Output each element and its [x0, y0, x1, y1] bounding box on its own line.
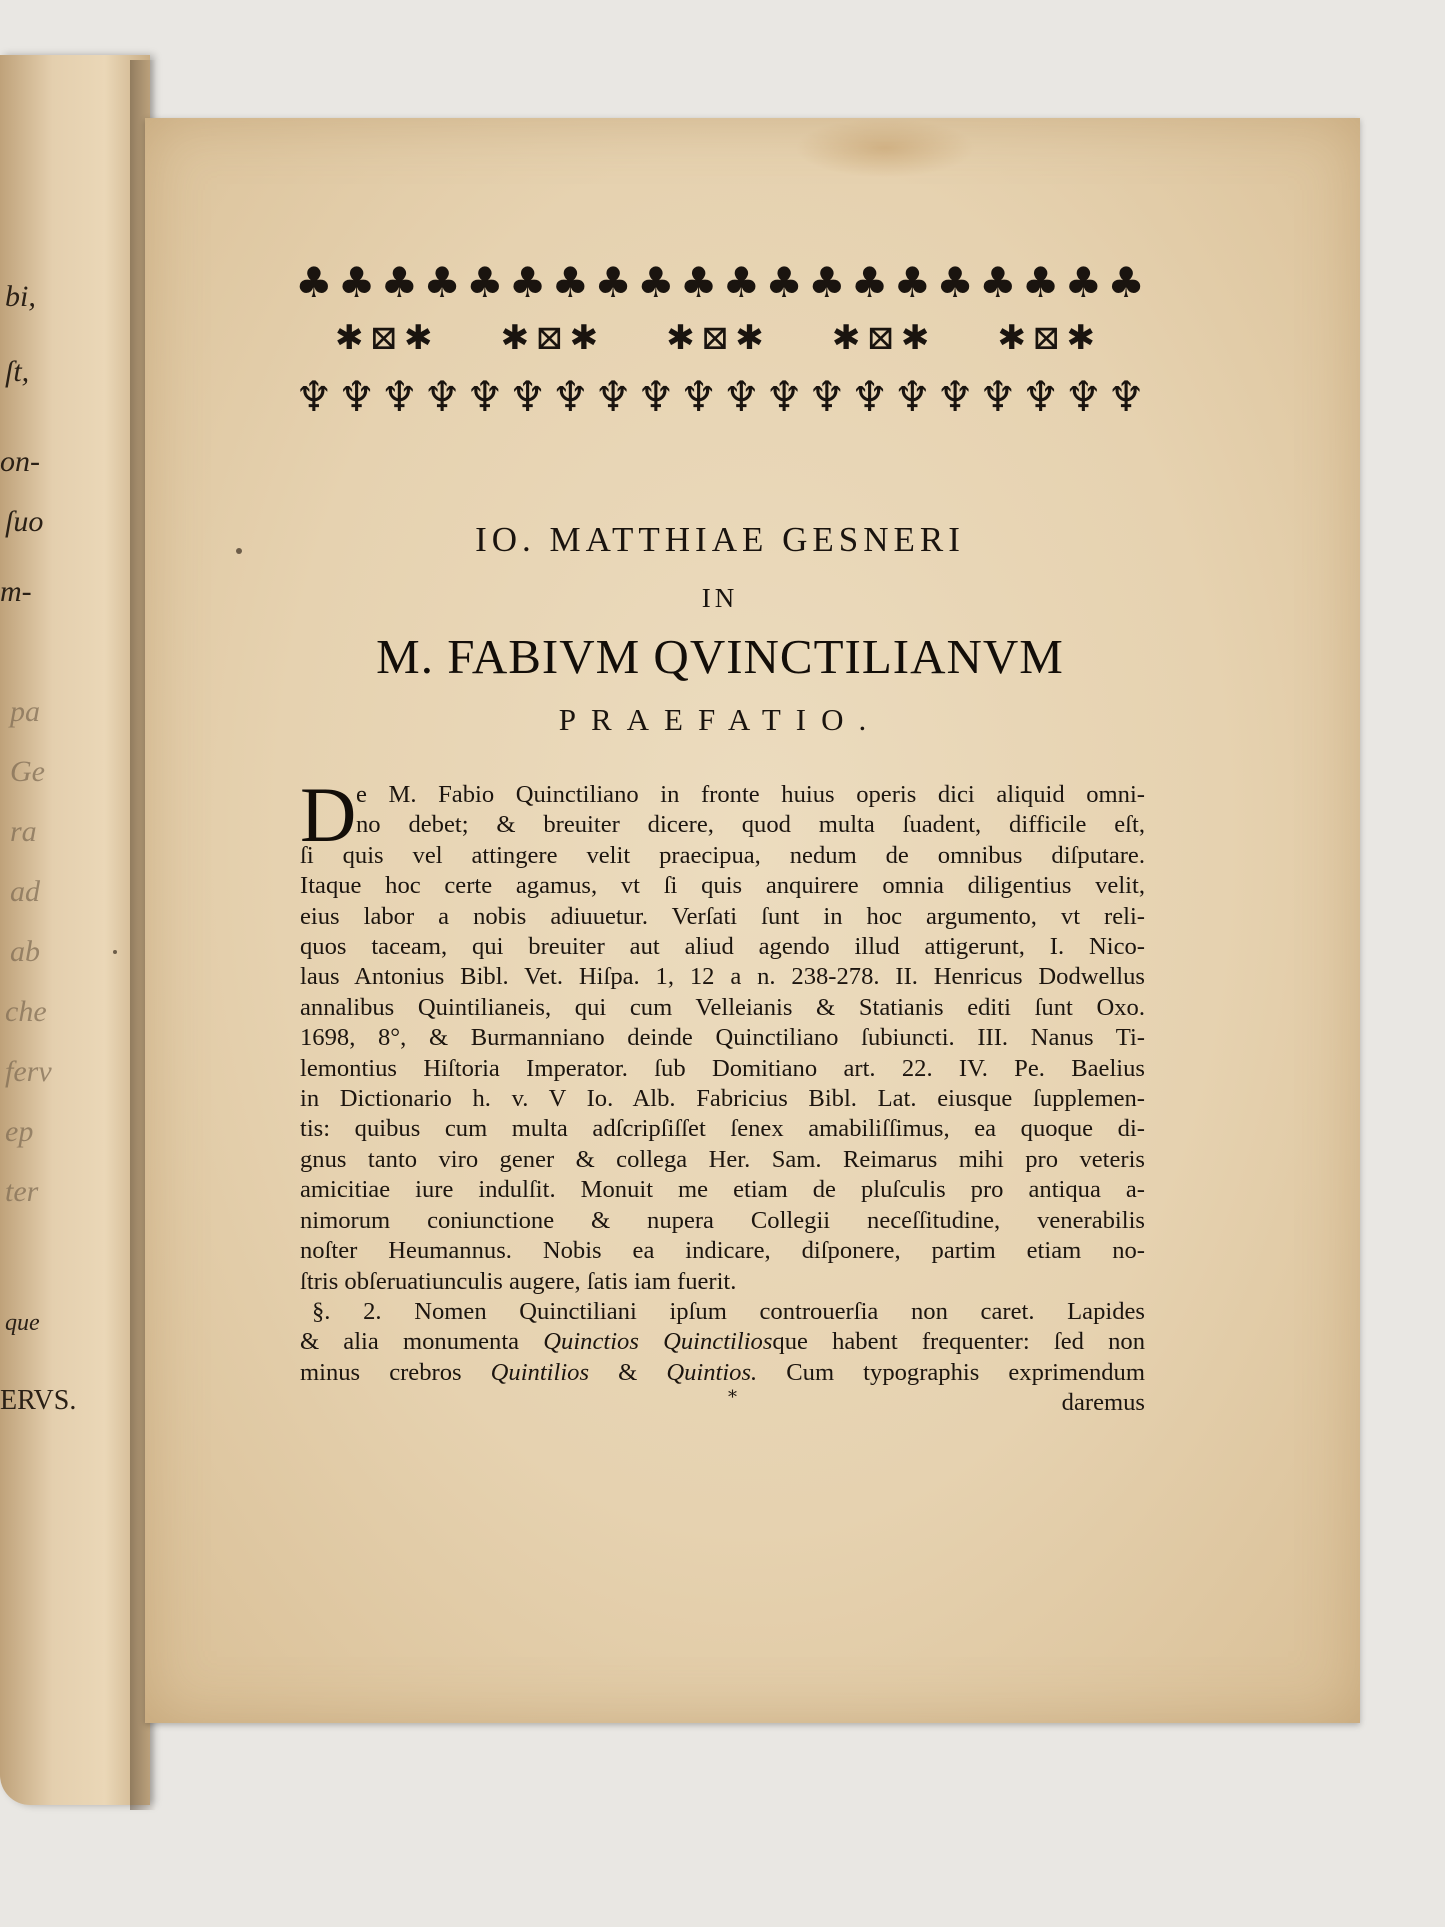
- fleuron-ornament: ♣: [1021, 258, 1060, 307]
- left-fragment: ferv: [5, 1055, 52, 1088]
- left-fragment: che: [5, 995, 47, 1028]
- left-fragment: ERVS.: [0, 1385, 77, 1416]
- ornament-row-middle: [335, 318, 1095, 358]
- left-fragment: ra: [10, 815, 37, 848]
- left-fragment: que: [5, 1310, 40, 1336]
- text-line: laus Antonius Bibl. Vet. Hiſpa. 1, 12 a n. 238-278. II. Henricus Dodwellus: [300, 963, 1145, 991]
- fleuron-ornament: ♣: [765, 258, 803, 307]
- text-line: no debet; & breuiter dicere, quod multa ſuadent, difficile eſt,: [356, 811, 1145, 839]
- praefatio-heading: PRAEFATIO.: [558, 702, 882, 737]
- text-line: minus crebros Quintilios & Quintios. Cum typographis exprimendum: [300, 1358, 1145, 1386]
- left-fragment: ter: [5, 1175, 39, 1208]
- fleuron-ornament: ♆: [679, 372, 718, 421]
- text-line: nimorum coniunctione & nupera Collegii neceſſitudine, venerabilis: [300, 1206, 1145, 1234]
- ink-speck: [113, 950, 117, 954]
- fleuron-ornament: ♣: [337, 258, 376, 307]
- left-fragment: ab: [10, 935, 40, 968]
- star-ornament-group: [832, 318, 930, 358]
- star-ornament-group: [501, 318, 599, 358]
- fleuron-ornament: ♆: [850, 372, 889, 421]
- text-line: ſi quis vel attingere velit praecipua, nedum de omnibus diſputare.: [300, 841, 1145, 869]
- fleuron-ornament: ♆: [380, 372, 419, 421]
- left-fragment: pa: [10, 695, 40, 728]
- star-ornament: ⊠: [866, 318, 895, 358]
- fleuron-ornament: ♆: [765, 372, 803, 421]
- star-ornament-group: [666, 318, 764, 358]
- left-fragment: ſt,: [5, 355, 30, 388]
- star-ornament: ✱: [1066, 318, 1095, 358]
- fleuron-ornament: ♆: [808, 372, 846, 421]
- fleuron-ornament: ♣: [594, 258, 632, 307]
- text-line: amicitiae iure indulſit. Monuit me etiam de pluſculis pro antiqua a-: [300, 1176, 1145, 1204]
- fleuron-ornament: ♣: [808, 258, 846, 307]
- fleuron-ornament: ♆: [1021, 372, 1060, 421]
- left-fragment: ſuo: [5, 505, 44, 538]
- fleuron-ornament: ♆: [722, 372, 761, 421]
- star-ornament: ✱: [997, 318, 1026, 358]
- star-ornament: ✱: [900, 318, 930, 358]
- text-line: lemontius Hiſtoria Imperator. ſub Domitiano art. 22. IV. Pe. Baelius: [300, 1054, 1145, 1082]
- fleuron-ornament: ♣: [1107, 258, 1145, 307]
- star-ornament-group: [335, 318, 433, 358]
- text-line: 1698, 8°, & Burmanniano deinde Quinctiliano ſubiuncti. III. Nanus Ti-: [300, 1024, 1145, 1052]
- author-heading: IO. MATTHIAE GESNERI: [475, 520, 965, 559]
- ornament-row-top: [295, 258, 1145, 307]
- signature-mark: *: [728, 1387, 737, 1408]
- text-line: §. 2. Nomen Quinctiliani ipſum controuerſia non caret. Lapides: [312, 1297, 1145, 1325]
- fleuron-ornament: ♆: [1107, 372, 1145, 421]
- fleuron-ornament: ♆: [893, 372, 932, 421]
- text-line: & alia monumenta Quinctios Quinctiliosque habent frequenter: ſed non: [300, 1328, 1145, 1356]
- fleuron-ornament: ♣: [637, 258, 675, 307]
- fleuron-ornament: ♣: [508, 258, 547, 307]
- star-ornament: ⊠: [1032, 318, 1061, 358]
- star-ornament-group: [998, 318, 1096, 358]
- fleuron-ornament: ♣: [295, 258, 333, 307]
- text-line: eius labor a nobis adiuuetur. Verſati ſunt in hoc argumento, vt reli-: [300, 902, 1145, 930]
- catchword: daremus: [1061, 1389, 1145, 1417]
- fleuron-ornament: ♆: [979, 372, 1017, 421]
- star-ornament: ✱: [735, 318, 764, 358]
- fleuron-ornament: ♆: [1064, 372, 1103, 421]
- fleuron-ornament: ♆: [295, 372, 333, 421]
- star-ornament: ✱: [831, 318, 861, 358]
- fleuron-ornament: ♆: [423, 372, 461, 421]
- fleuron-ornament: ♣: [893, 258, 932, 307]
- fleuron-ornament: ♣: [1064, 258, 1103, 307]
- fleuron-ornament: ♆: [337, 372, 376, 421]
- text-line: ſtris obſeruatiunculis augere, ſatis iam fuerit.: [300, 1267, 737, 1295]
- star-ornament: ✱: [335, 318, 364, 358]
- fleuron-ornament: ♆: [508, 372, 547, 421]
- left-fragment: Ge: [10, 755, 45, 788]
- ornament-row-bottom: [295, 372, 1145, 421]
- text-line: quos taceam, qui breuiter aut aliud agendo illud attigerunt, I. Nico-: [300, 933, 1145, 961]
- left-fragment: bi,: [5, 280, 36, 313]
- ink-speck: [236, 548, 242, 554]
- text-line: in Dictionario h. v. V Io. Alb. Fabricius Bibl. Lat. eiusque ſupplemen-: [300, 1085, 1145, 1113]
- star-ornament: ⊠: [535, 318, 564, 358]
- star-ornament: ✱: [404, 318, 433, 358]
- fleuron-ornament: ♣: [936, 258, 974, 307]
- left-fragment: ad: [10, 875, 40, 908]
- fleuron-ornament: ♣: [679, 258, 718, 307]
- star-ornament: ⊠: [700, 318, 730, 358]
- fleuron-ornament: ♣: [380, 258, 419, 307]
- body-text: [300, 771, 1145, 1419]
- star-ornament: ✱: [569, 318, 599, 358]
- star-ornament: ✱: [500, 318, 530, 358]
- text-line: noſter Heumannus. Nobis ea indicare, diſponere, partim etiam no-: [300, 1237, 1145, 1265]
- left-fragment: m-: [0, 575, 32, 608]
- subject-heading: M. FABIVM QVINCTILIANVM: [376, 629, 1064, 684]
- fleuron-ornament: ♣: [466, 258, 504, 307]
- fleuron-ornament: ♣: [423, 258, 461, 307]
- drop-cap: D: [300, 771, 357, 858]
- star-ornament: ⊠: [369, 318, 398, 358]
- text-line: e M. Fabio Quinctiliano in fronte huius operis dici aliquid omni-: [356, 781, 1145, 808]
- left-fragment: on-: [0, 445, 40, 478]
- fleuron-ornament: ♣: [850, 258, 889, 307]
- fleuron-ornament: ♣: [979, 258, 1017, 307]
- fleuron-ornament: ♣: [722, 258, 761, 307]
- text-line: gnus tanto viro gener & collega Her. Sam. Reimarus mihi pro veteris: [300, 1145, 1145, 1173]
- text-line: tis: quibus cum multa adſcripſiſſet ſenex amabiliſſimus, ea quoque di-: [300, 1115, 1145, 1143]
- left-facing-page: [0, 55, 150, 1805]
- text-line: annalibus Quintilianeis, qui cum Velleianis & Statianis editi ſunt Oxo.: [300, 993, 1145, 1021]
- in-heading: IN: [701, 583, 739, 613]
- fleuron-ornament: ♆: [637, 372, 675, 421]
- fleuron-ornament: ♆: [936, 372, 974, 421]
- left-fragment: ep: [5, 1115, 34, 1148]
- text-line: Itaque hoc certe agamus, vt ſi quis anquirere omnia diligentius velit,: [300, 872, 1145, 900]
- fleuron-ornament: ♆: [594, 372, 632, 421]
- fleuron-ornament: ♆: [466, 372, 504, 421]
- star-ornament: ✱: [666, 318, 695, 358]
- fleuron-ornament: ♣: [551, 258, 590, 307]
- fleuron-ornament: ♆: [551, 372, 590, 421]
